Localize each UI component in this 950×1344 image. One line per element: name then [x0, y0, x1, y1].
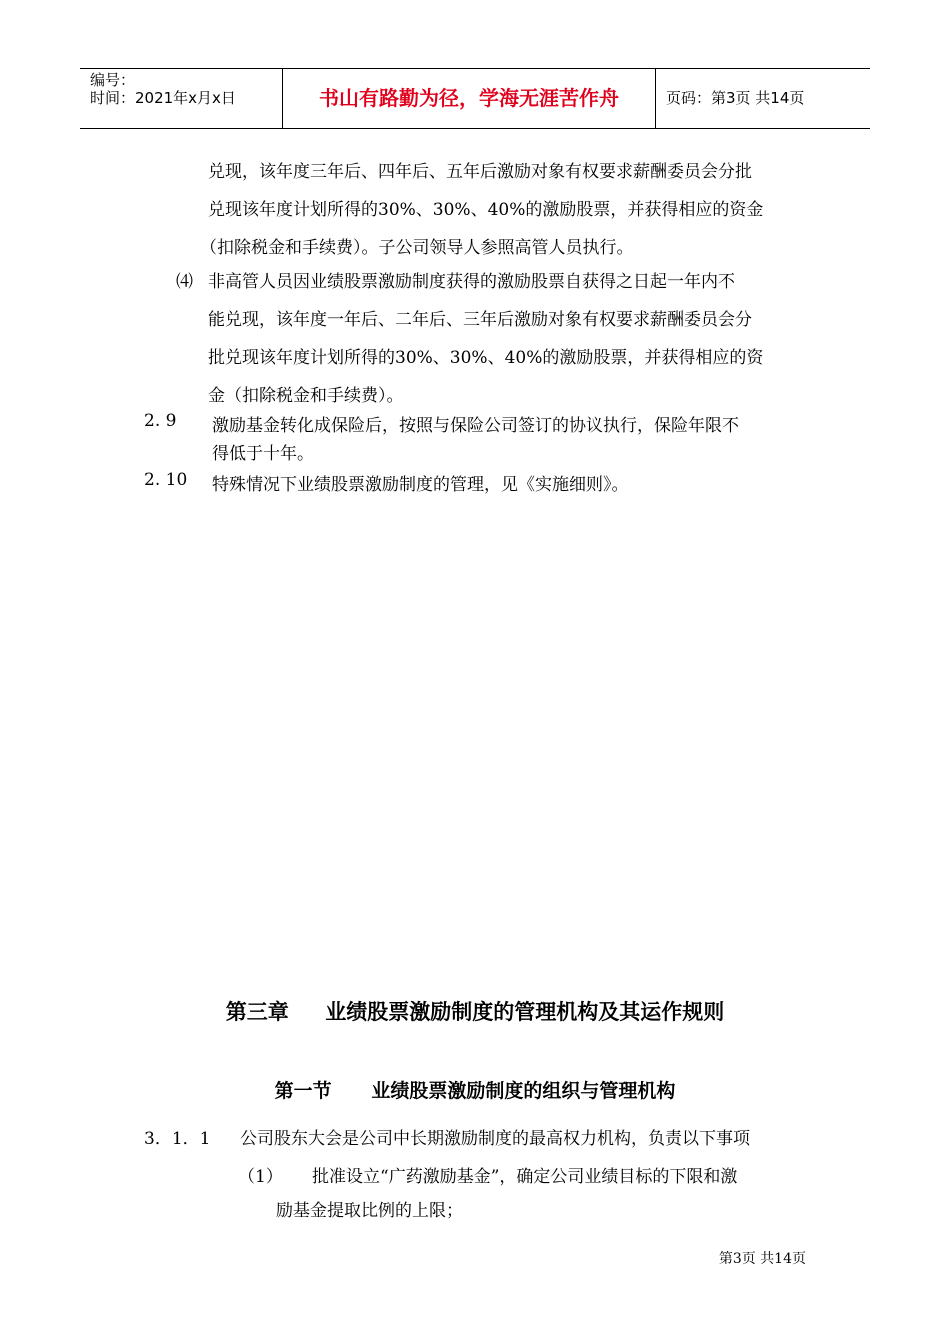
header-time-label: 时间：2021年x月x日 [90, 89, 236, 107]
text-line: 兑现该年度计划所得的30%、30%、40%的激励股票，并获得相应的资金 [208, 200, 764, 220]
section-number: 3．1．1 [144, 1129, 211, 1149]
page-footer: 第3页 共14页 [718, 1251, 806, 1267]
text-line: 批兑现该年度计划所得的30%、30%、40%的激励股票，并获得相应的资 [208, 348, 764, 368]
page-header [80, 68, 870, 129]
text-line: 金（扣除税金和手续费）。 [208, 386, 404, 406]
section-number: 2. 10 [144, 470, 188, 490]
header-motto: 书山有路勤为径，学海无涯苦作舟 [282, 69, 656, 128]
text-line: 非高管人员因业绩股票激励制度获得的激励股票自获得之日起一年内不 [208, 272, 735, 292]
header-page-label: 页码：第3页 共14页 [666, 89, 805, 107]
header-meta [80, 69, 282, 128]
section-number: 2. 9 [144, 411, 177, 431]
text-line: 特殊情况下业绩股票激励制度的管理，见《实施细则》。 [212, 475, 629, 495]
chapter-title: 第三章 业绩股票激励制度的管理机构及其运作规则 [225, 1000, 725, 1024]
section-title: 第一节 业绩股票激励制度的组织与管理机构 [274, 1080, 676, 1102]
text-line: 励基金提取比例的上限； [276, 1201, 463, 1221]
text-line: 激励基金转化成保险后，按照与保险公司签订的协议执行，保险年限不 [212, 416, 739, 436]
list-marker: ⑷ [176, 272, 193, 292]
list-marker: （1） [238, 1167, 283, 1187]
text-line: 得低于十年。 [212, 444, 314, 464]
text-line: 兑现，该年度三年后、四年后、五年后激励对象有权要求薪酬委员会分批 [208, 162, 752, 182]
text-line: 公司股东大会是公司中长期激励制度的最高权力机构，负责以下事项 [240, 1129, 750, 1149]
text-line: 批准设立“广药激励基金”，确定公司业绩目标的下限和激 [312, 1167, 738, 1187]
text-line: 能兑现，该年度一年后、二年后、三年后激励对象有权要求薪酬委员会分 [208, 310, 752, 330]
header-number-label: 编号： [90, 71, 136, 89]
text-line: （扣除税金和手续费）。子公司领导人参照高管人员执行。 [200, 238, 634, 258]
